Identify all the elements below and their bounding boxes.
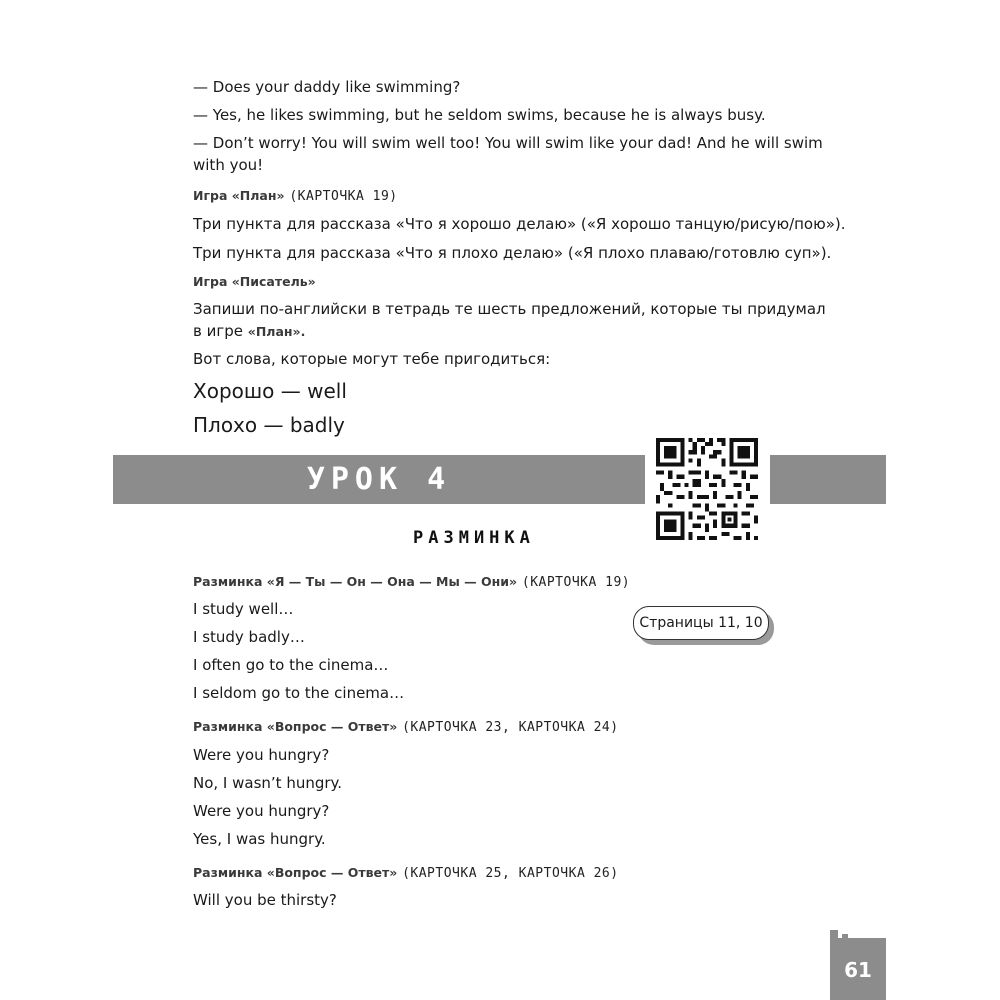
- game-plan-heading: [193, 184, 398, 208]
- exercise-line: I seldom go to the cinema…: [193, 684, 405, 702]
- card-reference: (КАРТОЧКА 23, КАРТОЧКА 24): [402, 720, 619, 735]
- section-title: РАЗМИНКА: [413, 528, 535, 548]
- warmup-heading: [193, 570, 630, 594]
- writer-line-game-ref: «План».: [247, 324, 306, 339]
- exercise-line: Were you hungry?: [193, 746, 330, 764]
- exercise-line: I often go to the cinema…: [193, 656, 389, 674]
- warmup-title: Разминка «Вопрос — Ответ»: [193, 865, 398, 880]
- writer-line: [193, 320, 305, 343]
- exercise-line: I study badly…: [193, 628, 305, 646]
- writer-line: Вот слова, которые могут тебе пригодиться:: [193, 350, 551, 368]
- exercise-line: Yes, I was hungry.: [193, 830, 326, 848]
- dialog-line: — Don’t worry! You will swim well too! You will swim like your dad! And he will swim: [193, 134, 823, 152]
- vocab-item: Плохо — badly: [193, 413, 345, 437]
- warmup-heading: [193, 861, 619, 885]
- plan-line: Три пункта для рассказа «Что я хорошо делаю» («Я хорошо танцую/рисую/пою»).: [193, 215, 846, 233]
- writer-line: Запиши по-английски в тетрадь те шесть предложений, которые ты придумал: [193, 300, 826, 318]
- lesson-title: УРОК 4: [306, 462, 452, 497]
- plan-line: Три пункта для рассказа «Что я плохо делаю» («Я плохо плаваю/готовлю суп»).: [193, 244, 832, 262]
- warmup-title: Разминка «Вопрос — Ответ»: [193, 719, 398, 734]
- qr-code-icon[interactable]: [656, 438, 758, 540]
- exercise-line: I study well…: [193, 600, 294, 618]
- game-plan-title: Игра «План»: [193, 188, 285, 203]
- writer-line-text: в игре: [193, 322, 248, 340]
- page-number: 61: [844, 958, 872, 982]
- card-reference: (КАРТОЧКА 25, КАРТОЧКА 26): [402, 866, 619, 881]
- vocab-item: Хорошо — well: [193, 379, 347, 403]
- dialog-line: — Yes, he likes swimming, but he seldom swims, because he is always busy.: [193, 106, 766, 124]
- pages-badge: Страницы 11, 10: [633, 606, 769, 640]
- dialog-line: — Does your daddy like swimming?: [193, 78, 461, 96]
- card-reference: (КАРТОЧКА 19): [289, 189, 398, 204]
- exercise-line: Will you be thirsty?: [193, 891, 337, 909]
- warmup-title: Разминка «Я — Ты — Он — Она — Мы — Они»: [193, 574, 518, 589]
- game-writer-title: Игра «Писатель»: [193, 274, 316, 289]
- card-reference: (КАРТОЧКА 19): [521, 575, 631, 590]
- exercise-line: Were you hungry?: [193, 802, 330, 820]
- warmup-heading: [193, 715, 619, 739]
- dialog-line: with you!: [193, 156, 264, 174]
- exercise-line: No, I wasn’t hungry.: [193, 774, 343, 792]
- game-writer-heading: [193, 270, 316, 293]
- decor-pixel: [830, 930, 838, 938]
